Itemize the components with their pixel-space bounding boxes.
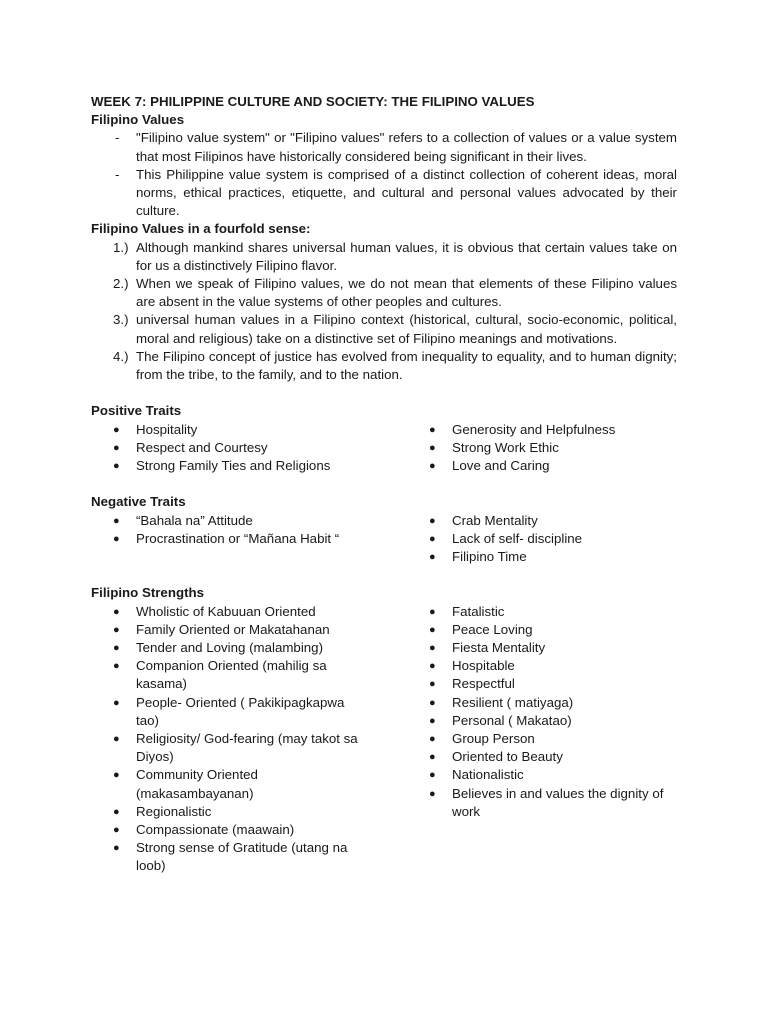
list-item-text: Although mankind shares universal human values, it is obvious that certain values take on for us a distinctively Filipino flavor. <box>136 239 677 273</box>
bullet-icon: ● <box>113 514 120 527</box>
bullet-icon: ● <box>429 642 436 655</box>
list-item <box>407 657 677 675</box>
strengths-left <box>91 603 407 876</box>
list-item <box>407 712 677 730</box>
spacer <box>91 475 677 493</box>
list-item <box>91 129 677 165</box>
spacer <box>91 566 677 584</box>
list-item-text: Community Oriented (makasambayanan) <box>136 767 258 801</box>
document-page <box>91 93 677 876</box>
positive-traits-columns <box>91 421 677 476</box>
list-item-text: Lack of self- discipline <box>452 530 583 546</box>
list-item-text: Wholistic of Kabuuan Oriented <box>136 603 316 619</box>
list-item-text: Filipino Time <box>452 549 527 565</box>
list-item <box>407 785 677 821</box>
list-item <box>91 603 407 621</box>
fourfold-heading: Filipino Values in a fourfold sense: <box>91 221 311 237</box>
list-item-text: Hospitable <box>452 658 515 674</box>
list-item <box>407 530 677 548</box>
bullet-icon: ● <box>113 769 120 782</box>
list-item-text: Tender and Loving (malambing) <box>136 640 324 656</box>
list-item <box>91 621 407 639</box>
bullet-icon: ● <box>429 733 436 746</box>
bullet-icon: ● <box>113 532 120 545</box>
list-item-text: Love and Caring <box>452 458 550 474</box>
negative-traits-heading: Negative Traits <box>91 494 186 510</box>
list-item <box>91 439 407 457</box>
bullet-icon: ● <box>113 660 120 673</box>
list-item-text: Compassionate (maawain) <box>136 822 295 838</box>
list-item <box>407 730 677 748</box>
list-item <box>91 421 407 439</box>
list-item <box>407 603 677 621</box>
bullet-icon: ● <box>429 551 436 564</box>
list-item-text: Resilient ( matiyaga) <box>452 694 574 710</box>
page-title: WEEK 7: PHILIPPINE CULTURE AND SOCIETY: THE FILIPINO VALUES <box>91 94 535 109</box>
list-item <box>91 348 677 384</box>
bullet-icon: ● <box>113 423 120 436</box>
list-item <box>407 439 677 457</box>
list-item-text: When we speak of Filipino values, we do not mean that elements of these Filipino values are absent in the value systems of other peoples and cultures. <box>136 276 677 310</box>
list-item-text: universal human values in a Filipino context (historical, cultural, socio-economic, political, moral and religious) take on a distinctive set of Filipino meanings and motivations. <box>136 312 677 346</box>
list-item-text: Oriented to Beauty <box>452 749 563 765</box>
list-item-text: “Bahala na” Attitude <box>136 512 253 528</box>
bullet-icon: ● <box>429 714 436 727</box>
list-item <box>91 166 677 221</box>
list-item-text: Hospitality <box>136 421 198 437</box>
bullet-icon: ● <box>113 642 120 655</box>
list-item-text: Strong sense of Gratitude (utang na loob) <box>136 840 348 874</box>
filipino-values-list <box>91 129 677 220</box>
list-item-text: "Filipino value system" or "Filipino values" refers to a collection of values or a value system that most Filipinos have historically considered being significant in their lives. <box>136 130 677 164</box>
positive-traits-left <box>91 421 407 476</box>
list-item-text: Respect and Courtesy <box>136 439 268 455</box>
list-item-text: Regionalistic <box>136 803 212 819</box>
dash-marker: - <box>115 166 120 182</box>
negative-traits-right <box>407 512 677 567</box>
list-item-text: Peace Loving <box>452 621 533 637</box>
list-item <box>407 421 677 439</box>
bullet-icon: ● <box>429 441 436 454</box>
strengths-heading: Filipino Strengths <box>91 585 205 601</box>
bullet-icon: ● <box>113 842 120 855</box>
list-number: 2.) <box>113 276 129 292</box>
list-item-text: Strong Work Ethic <box>452 439 559 455</box>
list-item-text: Strong Family Ties and Religions <box>136 458 331 474</box>
list-item <box>91 766 407 802</box>
bullet-icon: ● <box>429 769 436 782</box>
bullet-icon: ● <box>429 532 436 545</box>
list-item-text: Group Person <box>452 731 535 747</box>
list-item-text: Respectful <box>452 676 515 692</box>
list-item-text: Generosity and Helpfulness <box>452 421 616 437</box>
list-item <box>91 730 407 766</box>
list-item-text: Believes in and values the dignity of work <box>452 785 664 819</box>
bullet-icon: ● <box>429 751 436 764</box>
bullet-icon: ● <box>429 696 436 709</box>
bullet-icon: ● <box>429 678 436 691</box>
bullet-icon: ● <box>113 605 120 618</box>
list-item <box>407 548 677 566</box>
positive-traits-right <box>407 421 677 476</box>
list-item <box>91 639 407 657</box>
list-item <box>407 457 677 475</box>
bullet-icon: ● <box>113 805 120 818</box>
list-number: 4.) <box>113 348 129 364</box>
negative-traits-left <box>91 512 407 567</box>
bullet-icon: ● <box>429 423 436 436</box>
filipino-values-heading: Filipino Values <box>91 112 185 128</box>
list-item <box>91 694 407 730</box>
bullet-icon: ● <box>429 787 436 800</box>
bullet-icon: ● <box>113 441 120 454</box>
bullet-icon: ● <box>113 824 120 837</box>
bullet-icon: ● <box>113 623 120 636</box>
list-item <box>91 839 407 875</box>
list-item <box>407 639 677 657</box>
list-item-text: People- Oriented ( Pakikipagkapwa tao) <box>136 694 345 728</box>
list-item-text: The Filipino concept of justice has evolved from inequality to equality, and to human dignity; from the tribe, to the family, and to the nation. <box>136 348 677 383</box>
bullet-icon: ● <box>113 733 120 746</box>
bullet-icon: ● <box>113 460 120 473</box>
list-item <box>91 239 677 275</box>
list-item-text: This Philippine value system is comprised of a distinct collection of coherent ideas, moral norms, ethical practices, etiquette, and cultural and personal values advocated by their culture. <box>136 166 677 219</box>
list-item-text: Procrastination or “Mañana Habit “ <box>136 530 340 546</box>
list-item-text: Religiosity/ God-fearing (may takot sa Diyos) <box>136 731 358 765</box>
list-item <box>91 821 407 839</box>
list-item-text: Family Oriented or Makatahanan <box>136 621 330 637</box>
list-item <box>407 675 677 693</box>
negative-traits-columns <box>91 512 677 567</box>
bullet-icon: ● <box>429 605 436 618</box>
dash-marker: - <box>115 130 120 146</box>
list-item <box>91 457 407 475</box>
list-item <box>407 694 677 712</box>
list-item-text: Personal ( Makatao) <box>452 712 572 728</box>
list-number: 1.) <box>113 239 129 255</box>
fourfold-list <box>91 239 677 385</box>
list-item <box>91 803 407 821</box>
bullet-icon: ● <box>113 696 120 709</box>
list-item-text: Nationalistic <box>452 767 524 783</box>
spacer <box>91 384 677 402</box>
list-item <box>91 275 677 311</box>
bullet-icon: ● <box>429 460 436 473</box>
bullet-icon: ● <box>429 514 436 527</box>
list-item-text: Companion Oriented (mahilig sa kasama) <box>136 658 327 692</box>
positive-traits-heading: Positive Traits <box>91 403 182 419</box>
list-item <box>407 512 677 530</box>
list-item-text: Crab Mentality <box>452 512 538 528</box>
list-item <box>91 512 407 530</box>
list-item <box>91 311 677 347</box>
bullet-icon: ● <box>429 623 436 636</box>
list-item-text: Fiesta Mentality <box>452 640 546 656</box>
list-item <box>407 766 677 784</box>
bullet-icon: ● <box>429 660 436 673</box>
list-item <box>407 748 677 766</box>
list-item <box>407 621 677 639</box>
list-item-text: Fatalistic <box>452 603 505 619</box>
list-item <box>91 657 407 693</box>
list-number: 3.) <box>113 312 129 328</box>
strengths-columns <box>91 603 677 876</box>
strengths-right <box>407 603 677 876</box>
list-item <box>91 530 407 548</box>
